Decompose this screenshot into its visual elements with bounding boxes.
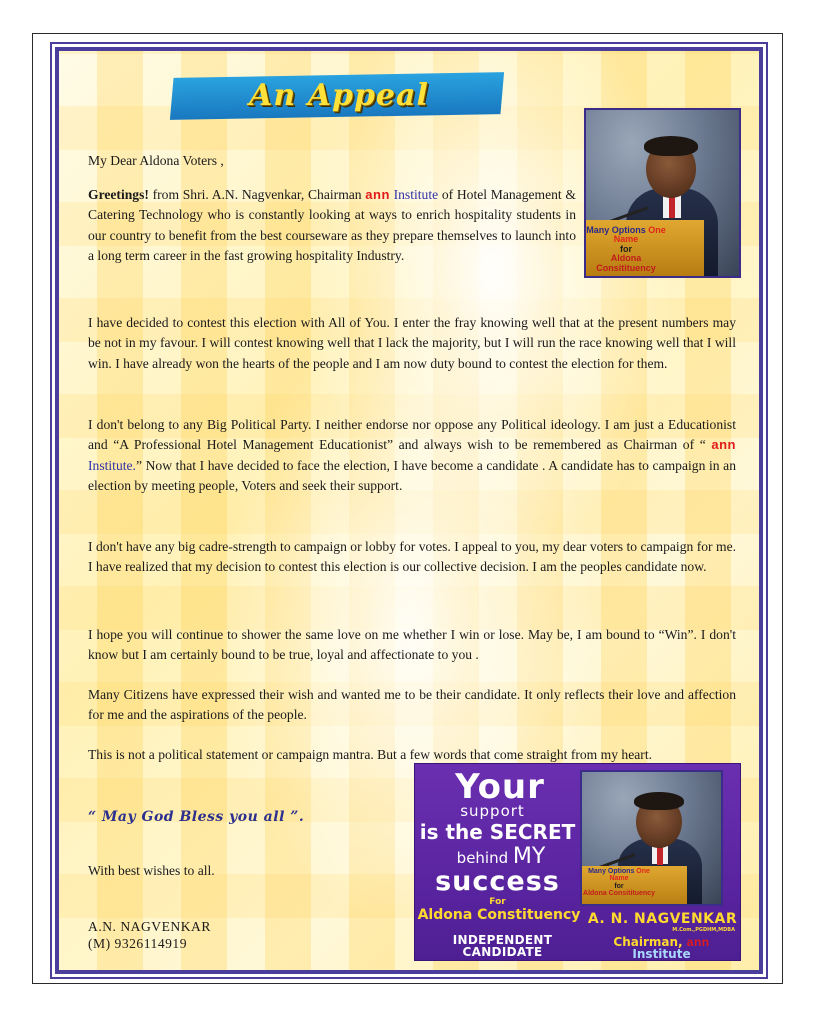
poster-independent: INDEPENDENT CANDIDATE <box>452 933 553 959</box>
institute-word: Institute <box>393 187 439 202</box>
page-title: An Appeal <box>249 78 429 113</box>
strength-paragraph: I don't have any big cadre-strength to campaign or lobby for votes. I appeal to you, my dear voters to campaign for me. I have realized that my decision to contest this election is our collective decision. I am the peoples candidate now. <box>88 539 736 575</box>
small-caption-many-options: Many Options <box>588 868 635 875</box>
appeal-page <box>55 47 763 974</box>
poster-my: MY <box>512 844 546 869</box>
candidate-photo-small <box>580 770 723 906</box>
greetings-from: from Shri. A.N. Nagvenkar, Chairman <box>152 187 362 202</box>
photo-small-caption <box>582 868 656 897</box>
blessing-line: “ May God Bless you all ”. <box>88 809 305 825</box>
poster-constituency: Aldona Constituency <box>417 907 581 923</box>
party-paragraph <box>88 415 736 497</box>
greetings-word: Greetings! <box>88 187 149 202</box>
poster-success: success <box>435 866 560 897</box>
photo-hair <box>644 136 698 156</box>
poster-is-the-secret: is the SECRET <box>419 820 576 844</box>
signature-name: A.N. NAGVENKAR <box>88 919 211 934</box>
greetings-rest: of Hotel Management & Catering Technology who is constantly looking at ways to enrich hospitality students in our country to benefit from the best courseware as they prepare themselves to launch into a long term career in the fast growing hospitality Industry. <box>88 187 576 264</box>
poster-your: Your <box>455 767 545 807</box>
ann-logo-inline: ann <box>711 437 736 453</box>
poster-support: support <box>460 802 525 820</box>
wishes-line: With best wishes to all. <box>88 863 215 878</box>
photo-caption <box>586 226 666 273</box>
citizens-paragraph: Many Citizens have expressed their wish and wanted me to be their candidate. It only reflects their love and affection for me and the aspirations of the people. <box>88 687 736 723</box>
caption-one-name: One Name <box>613 225 666 245</box>
contest-paragraph: I have decided to contest this election with All of You. I enter the fray knowing well that at the present numbers may be not in my favour. I will contest knowing well that I lack the majority, but I will run the race knowing well that I will win. I have already won the hearts of the people and I am now duty bound to contest the election for them. <box>88 315 736 371</box>
small-caption-constituency: Aldona Consitituency <box>583 890 655 898</box>
caption-for: for <box>620 243 632 254</box>
party-text-a: I don't belong to any Big Political Party. I neither endorse nor oppose any Political ideology. I am just a Educationist and “A Professional Hotel Management Educationist” and always wish to be remembered as Chairman of “ <box>88 417 736 453</box>
photo-small-hair <box>634 792 684 810</box>
poster-chairman-label: Chairman, <box>613 935 683 949</box>
party-text-b: ” Now that I have decided to face the election, I have become a candidate . A candidate has to campaign in an election by meeting people, Voters and seek their support. <box>88 457 736 494</box>
institute-inline: Institute. <box>88 457 136 473</box>
small-caption-one-name: One Name <box>609 868 650 883</box>
greetings-paragraph <box>88 185 576 267</box>
poster-candidate-name: A. N. NAGVENKAR <box>587 911 738 927</box>
poster-behind-my <box>421 846 581 868</box>
ann-logo: ann <box>365 187 390 202</box>
caption-constituency: Aldona Consitituency <box>596 253 656 273</box>
statement-paragraph: This is not a political statement or campaign mantra. But a few words that come straight from my heart. <box>88 747 652 762</box>
small-caption-for: for <box>614 882 624 890</box>
poster-chairman <box>583 936 740 960</box>
candidate-photo <box>584 108 741 278</box>
support-poster <box>414 763 741 961</box>
shower-paragraph: I hope you will continue to shower the same love on me whether I win or lose. May be, I am bound to “Win”. I don't know but I am certainly bound to be true, loyal and affectionate to you . <box>88 627 736 663</box>
caption-many-options: Many Options <box>586 225 646 235</box>
signature-phone: (M) 9326114919 <box>88 936 188 951</box>
poster-for: For <box>489 897 506 907</box>
salutation: My Dear Aldona Voters , <box>88 153 224 168</box>
poster-behind: behind <box>456 849 509 867</box>
poster-institute: Institute <box>632 947 691 961</box>
poster-degree: M.Com.,PGDHM,MDBA <box>672 927 735 933</box>
poster-ann-logo: ann <box>686 935 710 949</box>
